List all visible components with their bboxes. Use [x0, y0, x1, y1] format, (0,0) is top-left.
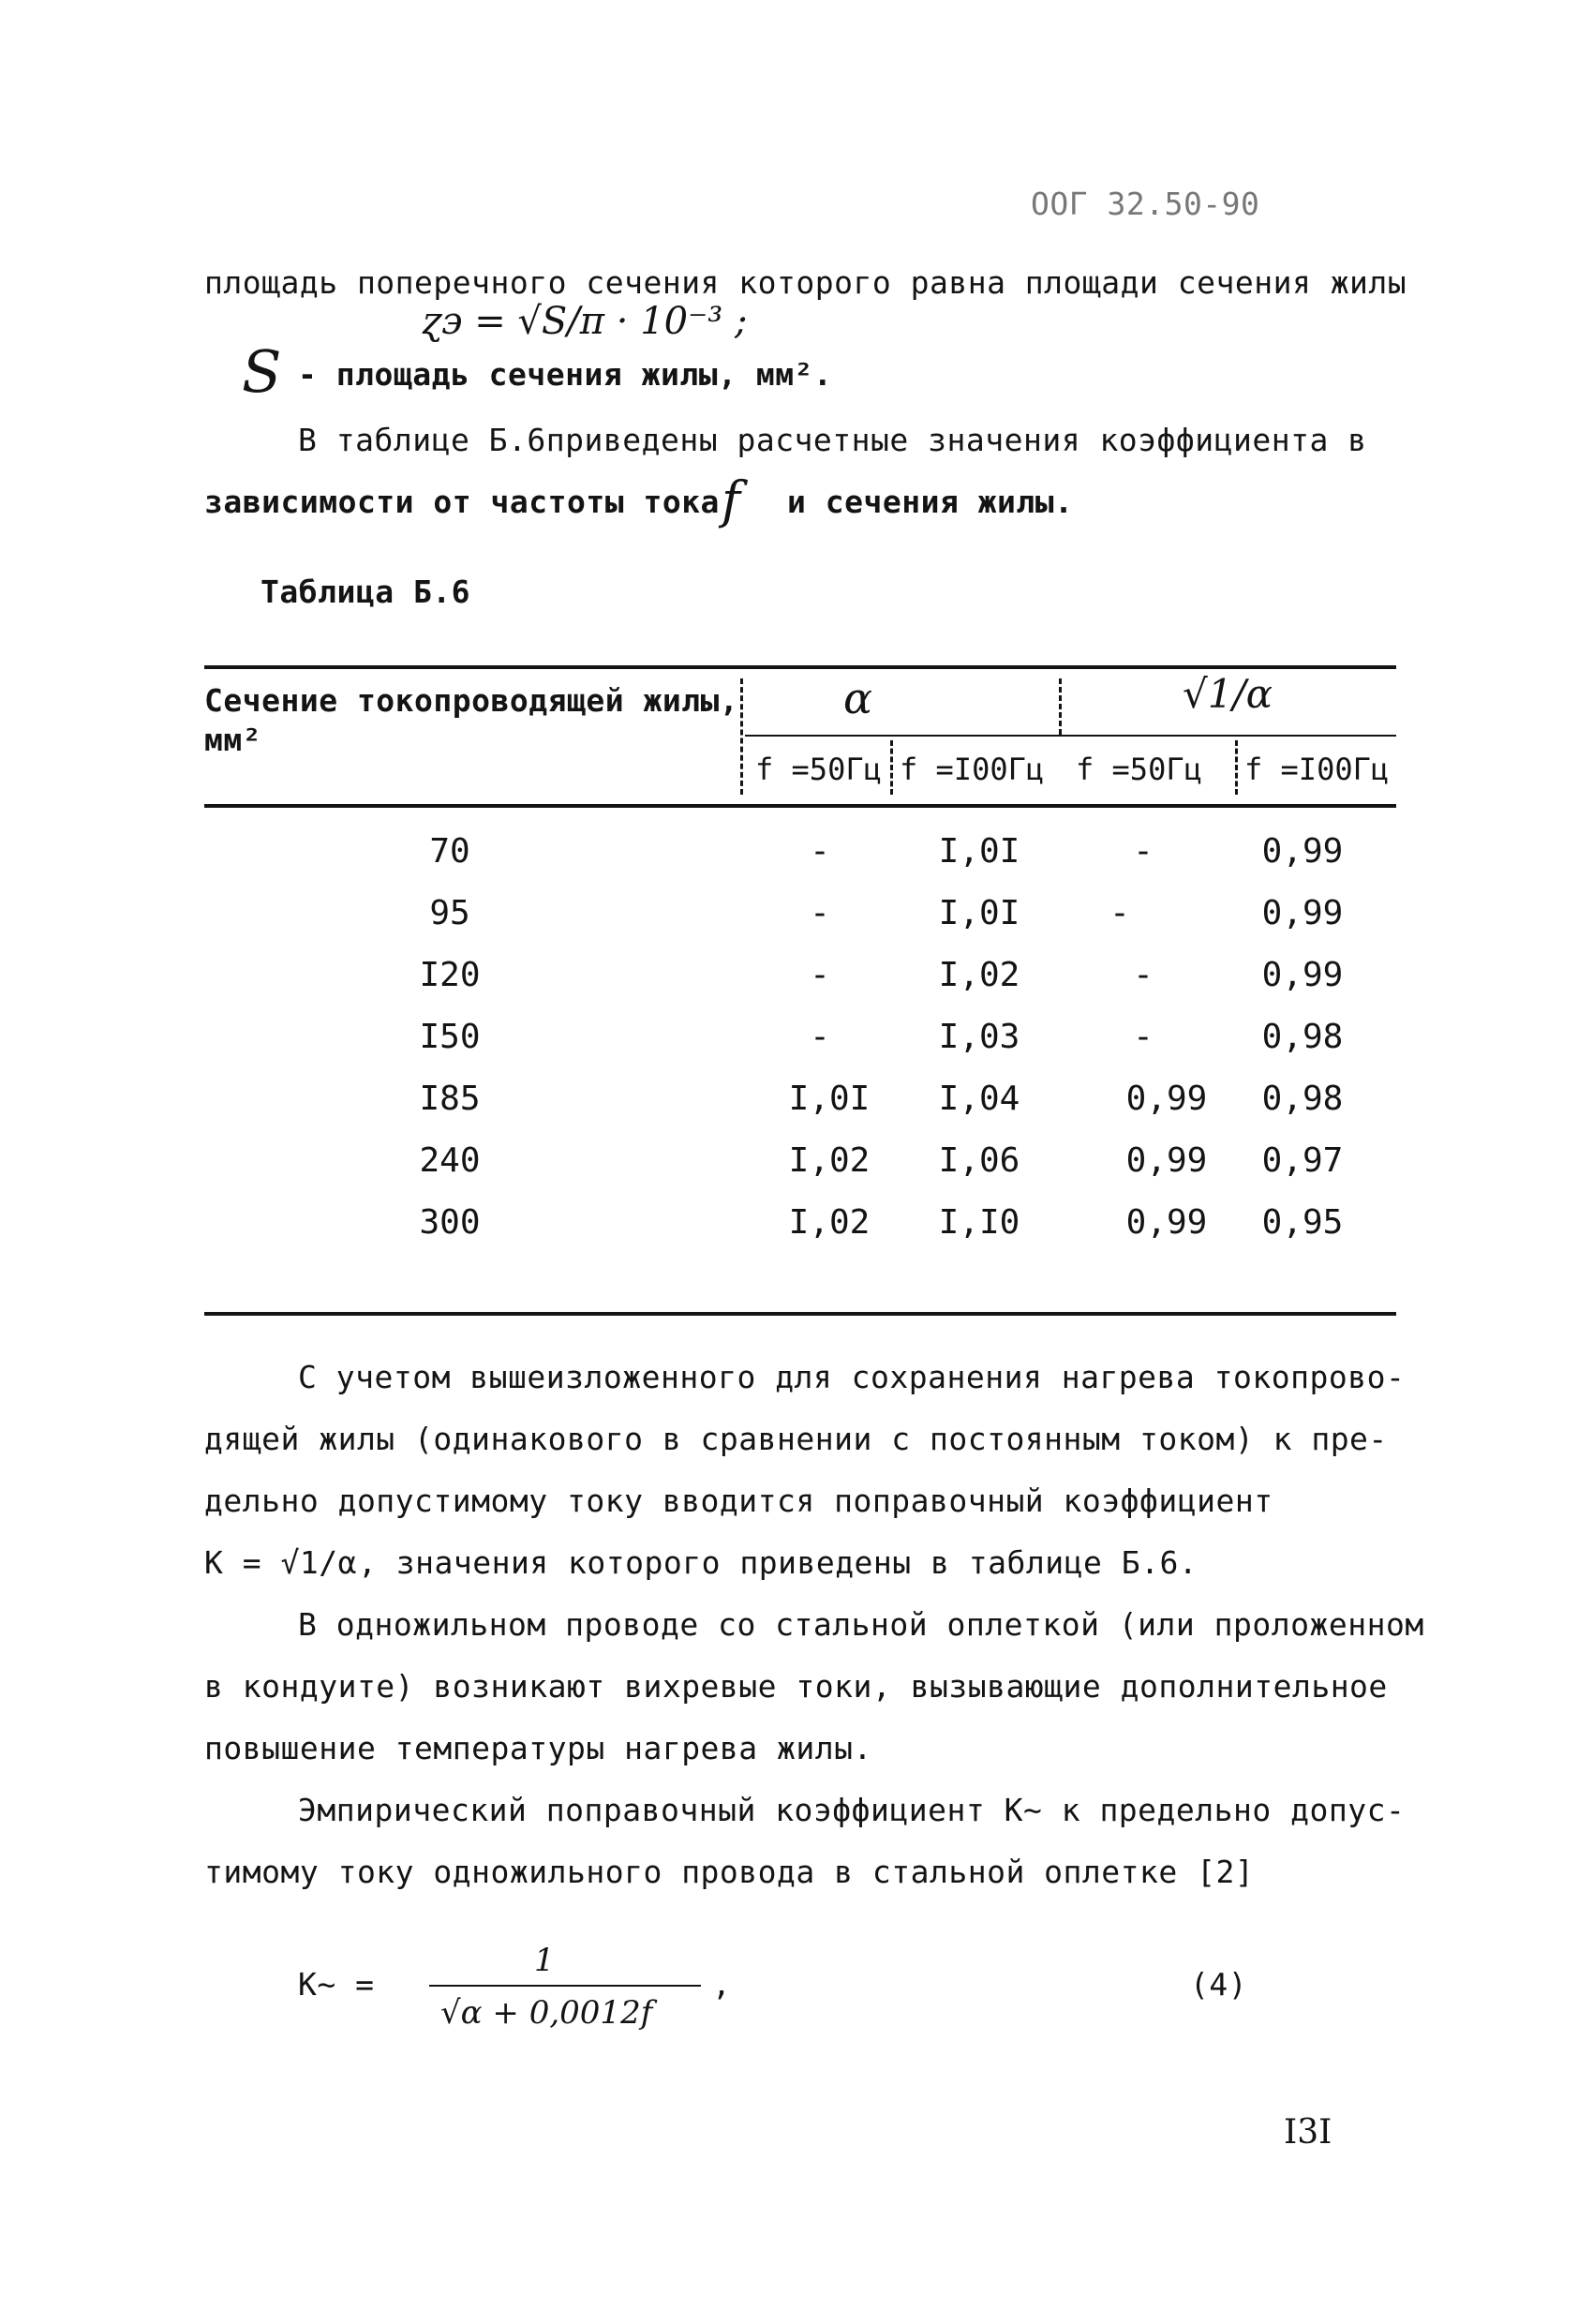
- paragraph-3-line-1: С учетом вышеизложенного для сохранения нагрева токопрово-: [298, 1359, 1406, 1395]
- cell-sqrt-50: -: [1133, 1018, 1154, 1056]
- intro-line-1: площадь поперечного сечения которого равна площади сечения жилы: [204, 264, 1407, 301]
- table-top-rule: [204, 665, 1396, 669]
- paragraph-4-line-3: повышение температуры нагрева жилы.: [204, 1730, 872, 1766]
- cell-section: I20: [419, 956, 481, 994]
- cell-alpha-100: I,02: [938, 956, 1020, 994]
- cell-alpha-50: -: [810, 894, 830, 932]
- paragraph-4-line-1: В одножильном проводе со стальной оплеткой (или проложенном: [298, 1606, 1424, 1643]
- cell-alpha-50: -: [810, 956, 830, 994]
- frequency-symbol: f: [722, 470, 740, 529]
- header-divider: [740, 678, 743, 795]
- cell-alpha-50: I,0I: [788, 1080, 871, 1118]
- header-bottom-rule: [204, 804, 1396, 808]
- formula-tail: ,: [712, 1966, 732, 2003]
- k-formula-inline: К = √1/α: [204, 1544, 357, 1581]
- cell-sqrt-100: 0,97: [1261, 1141, 1344, 1180]
- formula-r-equivalent: ɀэ = √S/π · 10⁻³ ;: [422, 300, 748, 343]
- cell-sqrt-50: -: [1133, 832, 1154, 871]
- cell-sqrt-50: 0,99: [1125, 1080, 1208, 1118]
- subheader-alpha-100hz: f =I00Гц: [900, 752, 1045, 787]
- cell-sqrt-50: 0,99: [1125, 1141, 1208, 1180]
- cell-section: 300: [419, 1203, 481, 1242]
- cell-alpha-100: I,I0: [938, 1203, 1020, 1242]
- header-divider: [890, 740, 893, 795]
- formula-numerator: 1: [534, 1942, 555, 1979]
- cell-sqrt-100: 0,98: [1261, 1018, 1344, 1056]
- cell-alpha-50: -: [810, 832, 830, 871]
- cell-sqrt-100: 0,99: [1261, 832, 1344, 871]
- cell-sqrt-100: 0,99: [1261, 956, 1344, 994]
- cell-sqrt-50: 0,99: [1125, 1203, 1208, 1242]
- sqrt-inverse-alpha-header: √1/α: [1183, 671, 1273, 717]
- paragraph-2-line-2b: и сечения жилы.: [787, 484, 1074, 520]
- cell-alpha-50: I,02: [788, 1141, 871, 1180]
- cell-sqrt-100: 0,98: [1261, 1080, 1344, 1118]
- s-symbol: S: [242, 337, 282, 406]
- cell-sqrt-50: -: [1133, 956, 1154, 994]
- cell-section: 240: [419, 1141, 481, 1180]
- subheader-sqrt-100hz: f =I00Гц: [1244, 752, 1390, 787]
- cell-alpha-100: I,06: [938, 1141, 1020, 1180]
- column-header-section: Сечение токопроводящей жилы,: [204, 682, 739, 719]
- document-code: ООГ 32.50-90: [1031, 186, 1260, 222]
- subheader-alpha-50hz: f =50Гц: [755, 752, 882, 787]
- table-caption: Таблица Б.6: [261, 574, 471, 610]
- fraction-bar: [429, 1985, 701, 1987]
- header-divider: [1059, 678, 1062, 735]
- paragraph-3-line-3: дельно допустимому току вводится поправочный коэффициент: [204, 1482, 1273, 1519]
- formula-lhs: К~ =: [298, 1966, 375, 2003]
- table-bottom-rule: [204, 1312, 1396, 1316]
- page-number: I3I: [1284, 2113, 1332, 2152]
- paragraph-2-line-1: В таблице Б.6приведены расчетные значения коэффициента в: [298, 422, 1367, 458]
- header-divider: [1235, 740, 1238, 795]
- column-header-unit: мм²: [204, 722, 262, 758]
- cell-alpha-50: -: [810, 1018, 830, 1056]
- paragraph-2-line-2a: зависимости от частоты тока: [204, 484, 720, 520]
- formula-denominator: √α + 0,0012f: [440, 1994, 653, 2032]
- equation-number: (4): [1190, 1966, 1248, 2003]
- paragraph-5-line-2: тимому току одножильного провода в стальной оплетке [2]: [204, 1854, 1255, 1890]
- header-subrule: [745, 735, 1396, 737]
- paragraph-3-line-2: дящей жилы (одинакового в сравнении с постоянным током) к пре-: [204, 1421, 1388, 1457]
- cell-alpha-100: I,0I: [938, 894, 1020, 932]
- paragraph-4-line-2: в кондуите) возникают вихревые токи, вызывающие дополнительное: [204, 1668, 1388, 1705]
- s-description: - площадь сечения жилы, мм².: [298, 356, 833, 393]
- subheader-sqrt-50hz: f =50Гц: [1076, 752, 1202, 787]
- cell-alpha-50: I,02: [788, 1203, 871, 1242]
- cell-alpha-100: I,04: [938, 1080, 1020, 1118]
- cell-section: 95: [429, 894, 470, 932]
- cell-sqrt-100: 0,95: [1261, 1203, 1344, 1242]
- alpha-header: α: [843, 673, 873, 723]
- cell-section: 70: [429, 832, 470, 871]
- paragraph-5-line-1: Эмпирический поправочный коэффициент К~ к предельно допус-: [298, 1792, 1406, 1828]
- cell-sqrt-50: -: [1109, 894, 1130, 932]
- cell-alpha-100: I,0I: [938, 832, 1020, 871]
- cell-section: I85: [419, 1080, 481, 1118]
- cell-alpha-100: I,03: [938, 1018, 1020, 1056]
- paragraph-3-line-4: , значения которого приведены в таблице Б.6.: [358, 1544, 1198, 1581]
- cell-section: I50: [419, 1018, 481, 1056]
- cell-sqrt-100: 0,99: [1261, 894, 1344, 932]
